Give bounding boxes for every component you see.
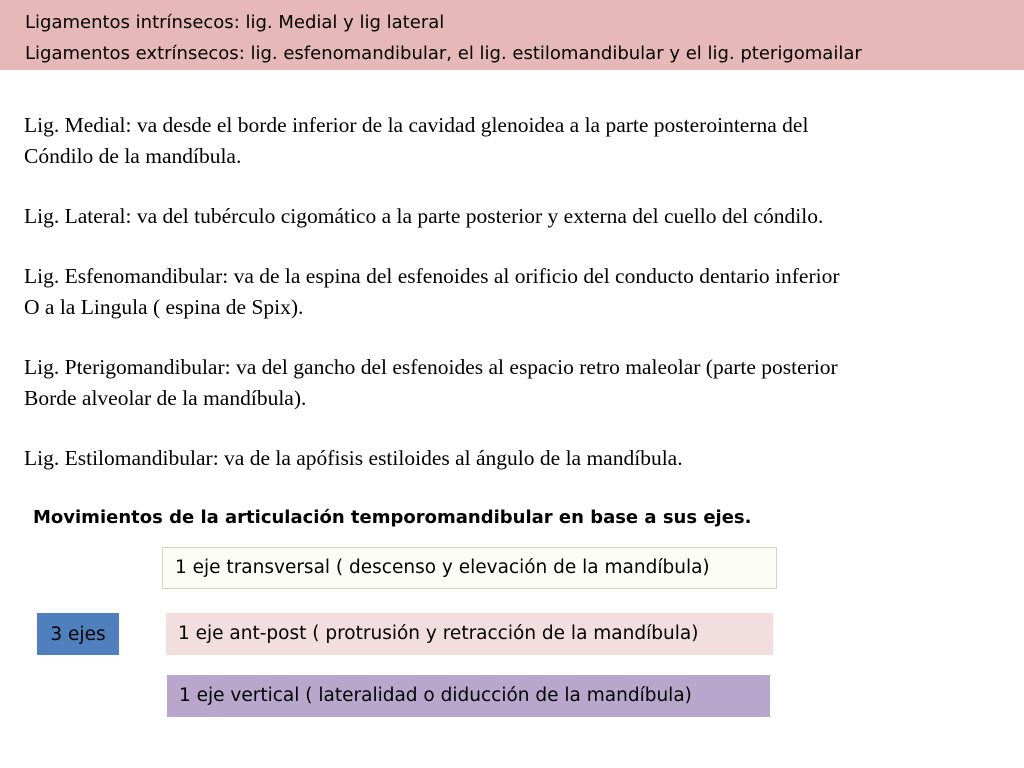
- movements-heading: Movimientos de la articulación temporomandibular en base a sus ejes.: [33, 507, 752, 528]
- ligament-stylomandibular-line1: Lig. Estilomandibular: va de la apófisis estiloides al ángulo de la mandíbula.: [24, 446, 683, 470]
- ligament-lateral-line1: Lig. Lateral: va del tubérculo cigomático a la parte posterior y externa del cuello del cóndilo.: [24, 204, 824, 228]
- ligament-lateral: [24, 201, 1014, 232]
- axis-transversal-box: [162, 547, 777, 589]
- axis-vertical-box: [167, 675, 770, 717]
- ligament-stylomandibular: [24, 443, 1014, 474]
- axis-antpost-label: 1 eje ant-post ( protrusión y retracción de la mandíbula): [178, 623, 699, 644]
- ligament-medial-line1: Lig. Medial: va desde el borde inferior de la cavidad glenoidea a la parte posterointerna del: [24, 113, 809, 137]
- axes-count-box: [37, 613, 119, 655]
- axis-antpost-box: [166, 613, 773, 655]
- ligament-pterygomandibular: [24, 352, 1014, 414]
- header-intrinsic-line: Ligamentos intrínsecos: lig. Medial y lig lateral: [25, 12, 445, 33]
- ligament-medial-line2: Cóndilo de la mandíbula.: [24, 144, 242, 168]
- axis-vertical-label: 1 eje vertical ( lateralidad o diducción de la mandíbula): [179, 685, 692, 706]
- axis-transversal-label: 1 eje transversal ( descenso y elevación de la mandíbula): [175, 557, 710, 578]
- ligament-pterygomandibular-line1: Lig. Pterigomandibular: va del gancho del esfenoides al espacio retro maleolar (parte posterior: [24, 355, 838, 379]
- ligament-sphenomandibular: [24, 261, 1014, 323]
- header-extrinsic-line: Ligamentos extrínsecos: lig. esfenomandibular, el lig. estilomandibular y el lig. pterigomailar: [25, 43, 862, 64]
- ligament-sphenomandibular-line2: O a la Lingula ( espina de Spix).: [24, 295, 304, 319]
- header-banner: [0, 0, 1024, 70]
- axes-count-label: 3 ejes: [50, 623, 106, 645]
- ligament-medial: [24, 110, 1014, 172]
- ligament-sphenomandibular-line1: Lig. Esfenomandibular: va de la espina del esfenoides al orificio del conducto dentario inferior: [24, 264, 840, 288]
- ligament-descriptions: [24, 110, 1014, 474]
- ligament-pterygomandibular-line2: Borde alveolar de la mandíbula).: [24, 386, 307, 410]
